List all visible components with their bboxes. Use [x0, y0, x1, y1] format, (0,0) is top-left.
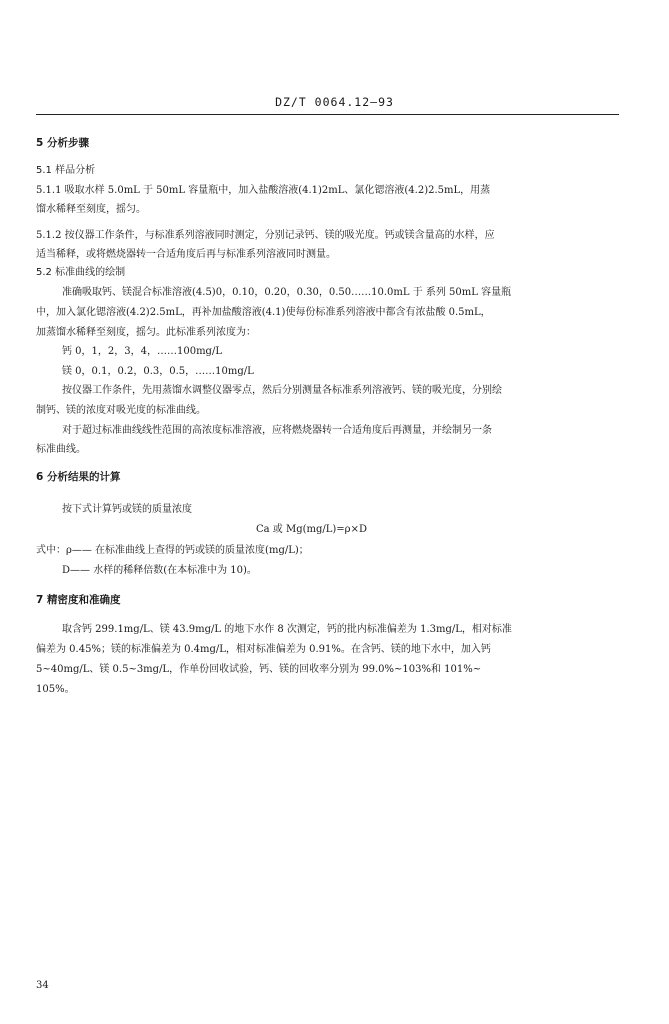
magnesium-series: 镁 0，0.1，0.2，0.3，0.5，……10mg/L — [62, 366, 254, 377]
para-7-line-4: 105%。 — [36, 684, 75, 695]
section-5-2-title: 5.2 标准曲线的绘制 — [36, 267, 126, 278]
formula: Ca 或 Mg(mg/L)=ρ×D — [256, 524, 367, 535]
para-5-1-1-line-1: 5.1.1 吸取水样 5.0mL 于 50mL 容量瓶中，加入盐酸溶液(4.1)2mL、氯化锶溶液(4.2)2.5mL，用蒸 — [36, 185, 491, 196]
standard-number-header: DZ/T 0064.12—93 — [275, 95, 394, 109]
header-rule — [36, 114, 619, 115]
section-5-1-title: 5.1 样品分析 — [36, 165, 96, 176]
para-5-1-2-line-2: 适当稀释，或将燃烧器转一合适角度后再与标准系列溶液同时测量。 — [36, 249, 336, 260]
section-6-title: 6 分析结果的计算 — [36, 471, 121, 483]
para-5-1-2-line-1: 5.1.2 按仪器工作条件，与标准系列溶液同时测定，分别记录钙、镁的吸光度。钙或镁含量高的水样，应 — [36, 230, 495, 241]
para-6-line-1: 按下式计算钙或镁的质量浓度 — [62, 504, 192, 515]
para-5-2-line-6: 对于超过标准曲线线性范围的高浓度标准溶液，应将燃烧器转一合适角度后再测量，并绘制另一条 — [62, 425, 492, 436]
para-5-2-line-4: 按仪器工作条件，先用蒸馏水调整仪器零点，然后分别测量各标准系列溶液钙、镁的吸光度，分别绘 — [62, 385, 502, 396]
para-5-2-line-3: 加蒸馏水稀释至刻度，摇匀。此标准系列浓度为： — [36, 327, 256, 338]
para-7-line-2: 偏差为 0.45%；镁的标准偏差为 0.4mg/L，相对标准偏差为 0.91%。在含钙、镁的地下水中，加入钙 — [36, 644, 491, 655]
section-5-title: 5 分析步骤 — [36, 137, 89, 149]
section-7-title: 7 精密度和准确度 — [36, 594, 121, 606]
para-5-2-line-5: 制钙、镁的浓度对吸光度的标准曲线。 — [36, 405, 206, 416]
page-number: 34 — [36, 980, 49, 991]
calcium-series: 钙 0，1，2，3，4，……100mg/L — [62, 346, 222, 357]
para-7-line-1: 取含钙 299.1mg/L、镁 43.9mg/L 的地下水作 8 次测定，钙的批内标准偏差为 1.3mg/L，相对标准 — [62, 624, 512, 635]
para-6-line-2: 式中：ρ—— 在标准曲线上查得的钙或镁的质量浓度(mg/L)； — [36, 545, 309, 556]
para-5-1-1-line-2: 馏水稀释至刻度，摇匀。 — [36, 204, 146, 215]
para-5-2-line-2: 中，加入氯化锶溶液(4.2)2.5mL，再补加盐酸溶液(4.1)使每份标准系列溶液中都含有浓盐酸 0.5mL， — [36, 307, 491, 318]
para-5-2-line-7: 标准曲线。 — [36, 444, 86, 455]
para-7-line-3: 5~40mg/L、镁 0.5~3mg/L，作单份回收试验，钙、镁的回收率分别为 99.0%~103%和 101%~ — [36, 664, 482, 675]
para-6-line-3: D—— 水样的稀释倍数(在本标准中为 10)。 — [62, 565, 257, 576]
para-5-2-line-1: 准确吸取钙、镁混合标准溶液(4.5)0，0.10，0.20，0.30，0.50……10.0mL 于 系列 50mL 容量瓶 — [62, 287, 512, 298]
